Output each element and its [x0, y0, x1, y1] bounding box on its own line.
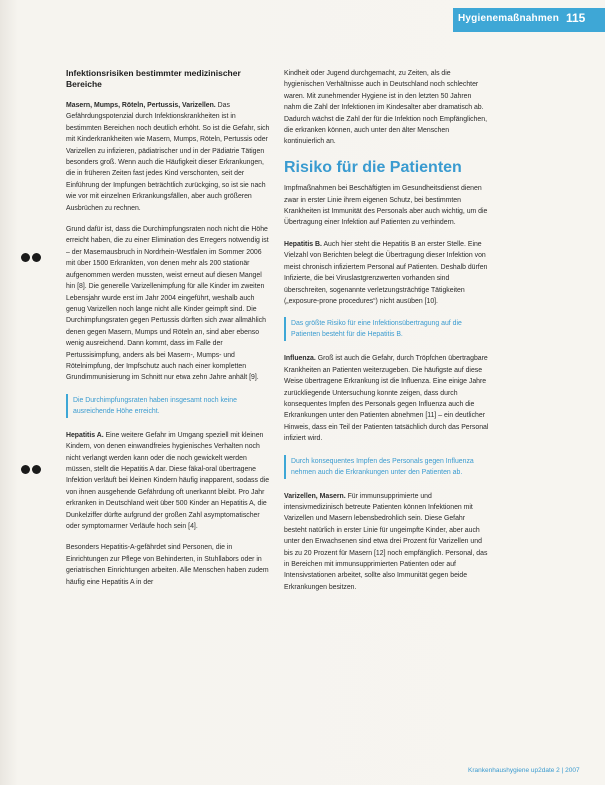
- margin-marker-icon: [21, 253, 30, 262]
- section-heading: Risiko für die Patienten: [284, 158, 462, 176]
- paragraph: [284, 239, 489, 307]
- running-header-title: Hygienemaßnahmen: [458, 13, 560, 24]
- paragraph: Besonders Hepatitis-A-gefährdet sind Personen, die in Einrichtungen zur Pflege von Behinderten, in Stuhllabors oder in geriatrischen Einrichtungen arbeiten. Alle Menschen haben zudem häufig eine Hepatitis A in der: [66, 544, 269, 586]
- paragraph-lead: Influenza.: [284, 355, 316, 363]
- footer: Krankenhaushygiene up2date 2 | 2007: [468, 767, 580, 774]
- left-column: [66, 68, 271, 598]
- paragraph-text: Auch hier steht die Hepatitis B an erster Stelle. Eine Vielzahl von Berichten belegt die Übertragung dieser Infektion von meist chronisch infiziertem Personal auf Patienten. Deshalb dürfen Infizierte, die bei Viruslastgrenzwerten vorhanden sind überschreiten, sogenannte verletzungsträchtige Tätigkeiten („exposure-prone procedures“) nicht ausüben [10].: [284, 240, 488, 305]
- paragraph: [66, 100, 271, 214]
- paragraph-lead: Varizellen, Masern.: [284, 492, 346, 500]
- paragraph-text: Das Gefährdungspotenzial durch Infektionskrankheiten ist in bestimmten Bereichen noch deutlich erhöht. So ist die Gefahr, sich mit Kinderkrankheiten wie Masern, Mumps, Röteln, Pertussis oder Varizellen zu infizieren, pädiatrischer und in der Pädiatrie Tätigen besonders groß. Wenn auch die Häufigkeit dieser Erkrankungen, die in früheren Zeiten fast jedes Kind verschonten, seit der Einführung der Impfungen beträchtlich zurückging, so ist sie nach wie vor mit einzelnen Erkrankungsfällen, aber auch größeren Ausbrüchen zu rechnen.: [66, 102, 270, 212]
- paragraph: Kindheit oder Jugend durchgemacht, zu Zeiten, als die hygienischen Verhältnisse auch in Deutschland noch schlechter waren. Mit zunehmender Hygiene ist in den letzten 50 Jahren nahm die Zahl der Infektionen im Kindesalter aber dramatisch ab. Dadurch wächst die Zahl der für die Infektion noch Empfänglichen, die erkranken können, auch unter den älter Menschen kontinuierlich an.: [284, 70, 488, 146]
- margin-marker-icon: [32, 465, 41, 474]
- paragraph: [284, 353, 489, 444]
- paragraph-text: Eine weitere Gefahr im Umgang speziell mit kleinen Kindern, von denen einwandfreies hygienisches Verhalten noch nicht verlangt werden kann oder die noch gewickelt werden müssen, stellt die Hepatitis A dar. Diese fäkal-oral übertragene Infektion verläuft bei kleinen Kindern häufig inapparent, sodass die von ihnen ausgehende Gefährdung oft unerkannt bleibt. Pro Jahr erkranken in Deutschland weit über 500 Kinder an Hepatitis A, die Dunkelziffer dürfte aufgrund der großen Zahl asymptomatischer oder symptomarmer Verläufe hoch sein [4].: [66, 431, 270, 530]
- paragraph-text: Groß ist auch die Gefahr, durch Tröpfchen übertragbare Krankheiten an Patienten weiterzugeben. Die häufigste auf diese Weise übertragene Erkrankung ist die Influenza. Eine einige Jahre zurückliegende Untersuchung konnte zeigen, dass durch konsequentes Impfen des Personals gegen Influenza auch die Erkrankungen unter den Patienten abnehmen [11] – ein deutlicher Hinweis, dass ein Teil der Patienten tatsächlich durch das Personal infiziert wird.: [284, 355, 489, 443]
- paragraph-text: Für immunsupprimierte und intensivmedizinisch betreute Patienten können Infektionen mit Varizellen und Masern lebensbedrohlich sein. Diese Gefahr besteht natürlich in erster Linie für ungeimpfte Kinder, aber auch unter den Erwachsenen sind etwa drei Prozent für Varizellen und bis zu 20 Prozent für Masern [12] noch empfänglich. Personal, das in Bereichen mit immunsupprimierten Patienten oder auf Intensivstationen arbeitet, sollte also Immunität gegen beide Erkrankungen besitzen.: [284, 492, 488, 591]
- paragraph: Impfmaßnahmen bei Beschäftigten im Gesundheitsdienst dienen zwar in erster Linie ihrem eigenen Schutz, bei bestimmten Krankheiten ist Immunität des Personals aber auch wichtig, um die Übertragung einer Infektion auf Patienten zu verhindern.: [284, 185, 488, 227]
- margin-marker-icon: [32, 253, 41, 262]
- callout: Die Durchimpfungsraten haben insgesamt noch keine ausreichende Höhe erreicht.: [66, 394, 271, 418]
- section-heading: Infektionsrisiken bestimmter medizinischer Bereiche: [66, 68, 241, 89]
- page-number: 115: [566, 11, 586, 25]
- paragraph: [284, 491, 489, 594]
- margin-marker-icon: [21, 465, 30, 474]
- callout: Das größte Risiko für eine Infektionsübertragung auf die Patienten besteht für die Hepatitis B.: [284, 317, 489, 341]
- callout: Durch konsequentes Impfen des Personals gegen Influenza nehmen auch die Erkrankungen unter den Patienten ab.: [284, 455, 489, 479]
- paragraph-lead: Masern, Mumps, Röteln, Pertussis, Varizellen.: [66, 102, 216, 109]
- paragraph-lead: Hepatitis B.: [284, 240, 322, 248]
- paragraph: [66, 430, 271, 533]
- right-column: [284, 68, 489, 603]
- paragraph-lead: Hepatitis A.: [66, 431, 104, 439]
- paragraph: Grund dafür ist, dass die Durchimpfungsraten noch nicht die Höhe erreicht haben, die zu einer Elimination des Erregers notwendig ist – der Masernausbruch in Nordrhein-Westfalen im Sommer 2006 mit über 1500 Erkrankten, von denen mehr als 200 stationär aufgenommen werden mussten, weist erneut auf diesen Mangel hin [8]. Die generelle Varizellenimpfung für alle Kinder im zweiten Lebensjahr wurde erst im Jahr 2004 eingeführt, weshalb auch genug Varizellen noch lange nicht alle Kinder geimpft sind. Die Durchimpfungsraten gegen Pertussis dürften sich zwar allmählich denen gegen Masern, Mumps und Röteln an, sind aber ebenso wenig ausreichend. Dann kommt, dass im Falle der Pertussisimpfung, anders als bei Masern-, Mumps- und Rötelnimpfung, der Impfschutz auch nach einer kompletten Grundimmunisierung im Schnitt nur etwa zehn Jahre anhält [9].: [66, 226, 269, 382]
